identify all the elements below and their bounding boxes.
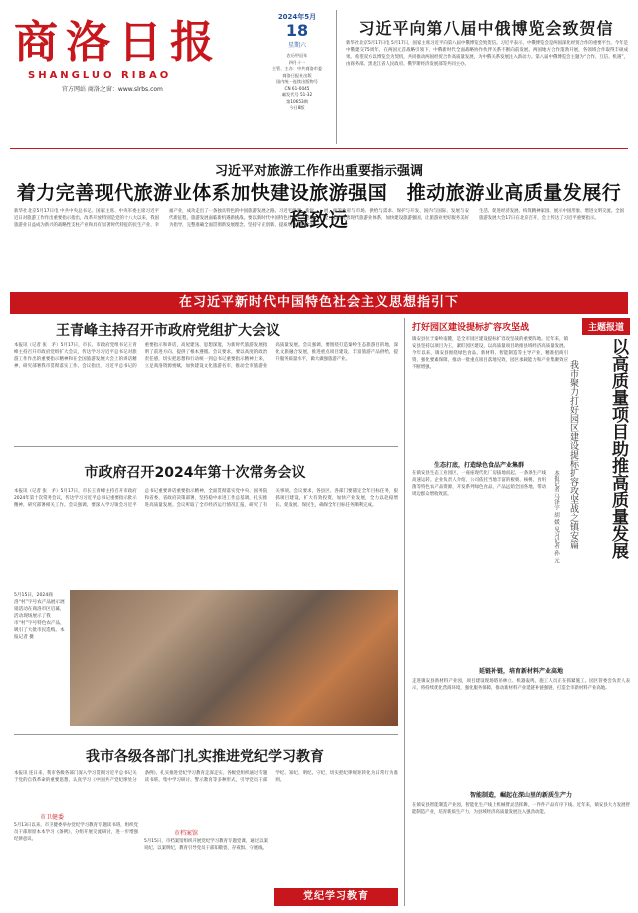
special-column-title: 打好园区建设提标扩容攻坚战 xyxy=(412,323,530,333)
date-year-month: 2024年5月 xyxy=(277,13,317,21)
date-weekday: 星期六 xyxy=(287,42,306,49)
special-body-3: 走进镇安县新材料产业园，项目建设现场塔吊林立、机器轰鸣，施工人员正在抓紧施工。园区管委会负责人表示，将持续优化营商环境，强化服务保障，推动新材料产业延链补链强链，打造全市新材料产业高地。 xyxy=(412,679,630,691)
wang-story-body: 本报讯（记者 张 矛）5月17日，市长、市政府党组书记王青峰主持召开市政府党组扩大会议，传达学习习近平总书记对旅游工作作出的重要指示精神和在全国旅游发展大会上的讲话精神，研究部署我市贯彻落实工作。会议指出，习近平总书记的重要指示和讲话，高屋建瓴、思想深邃，为新时代旅游发展指明了前进方向、提供了根本遵循。会议要求，要以高度的政治责任感，切实把思想和行动统一到总书记重要指示精神上来，立足商洛资源禀赋，加快建设文化旅游名市，推动全市旅游业高质量发展。会议强调，要围绕打造秦岭生态旅游目的地，深化文旅融合发展，推进重点项目建设，丰富旅游产品供给，提升服务质量水平，做大做强旅游产业。 xyxy=(14,343,398,369)
story-divider xyxy=(14,446,398,447)
study-story-body: 本报讯 连日来，我市各级各部门深入学习贯彻习近平总书记关于党的自我革命的重要思想，认真学习《中国共产党纪律处分条例》，扎实推进党纪学习教育走深走实。各级党组织通过专题读书班、集中学习研讨、警示教育等多种形式，引导党员干部学纪、知纪、明纪、守纪，切实把纪律规矩转化为日常行为准则。 xyxy=(14,771,398,783)
date-day: 18 xyxy=(285,21,309,40)
date-line: CN 61-0045 xyxy=(284,85,310,91)
section-banner: 在习近平新时代中国特色社会主义思想指引下 xyxy=(10,292,628,314)
date-line: 农历甲辰年 xyxy=(286,53,308,58)
column-divider xyxy=(404,318,405,906)
special-section-heading: 生态打底，打造绿色食品产业集群 xyxy=(433,462,524,469)
date-line: 今日8版 xyxy=(289,105,305,110)
top-story-headline[interactable]: 习近平向第八届中俄博览会致贺信 xyxy=(358,19,614,38)
masthead-pinyin: SHANGLUO RIBAO xyxy=(28,70,172,81)
date-line: 邮发代号 51-32 xyxy=(281,92,313,97)
top-story-body: 新华社北京5月17日电 5月17日，国家主席习近平向第八届中俄博览会致贺信。习近平表示，中俄博览会是两国深化经贸合作的重要平台。今年是中俄建交75周年，在两国元首战略引领下，中俄新时代全面战略协作伙伴关系不断向前发展。两国地方合作蓬勃开展，各领域合作取得丰硕成果。希望双方以博览会为契机，共同推动两国经贸合作高质量发展，为中俄关系发展注入新动力。第八届中俄博览会主题为“合作、互信、机遇”，由商务部、黑龙江省人民政府、俄罗斯经济发展部等共同主办。 xyxy=(346,41,628,67)
header-rule xyxy=(10,148,628,149)
lead-story-body: 新华社北京5月17日电 中共中央总书记、国家主席、中央军委主席习近平近日对旅游工作作出重要指示指出，改革开放特别是党的十八大以来，我国旅游业日益成为新兴的战略性支柱产业和具有显著时代特征的民生产业、幸福产业，成功走出了一条独具特色的中国旅游发展之路。习近平强调，新时代新征程，旅游发展面临新机遇新挑战。要以新时代中国特色社会主义思想为指导，完整准确全面贯彻新发展理念，坚持守正创新、提质增效、融合发展，统筹政府与市场、供给与需求、保护与开发、国内与国际、发展与安全，着力完善现代旅游业体系，加快建设旅游强国，让旅游业更好服务美好生活、促进经济发展、构筑精神家园、展示中国形象、增进文明交流。全国旅游发展大会17日在北京召开，会上传达了习近平重要指示。 xyxy=(14,209,624,228)
market-photo[interactable] xyxy=(70,590,398,726)
special-vertical-title[interactable]: 以高质量项目助推高质量发展 xyxy=(608,338,628,559)
study-sub-body: 5月15日，市档案馆组织开展党纪学习教育专题党课，通过以案说纪、以案明纪，教育引导党员干部知敬畏、存戒惧、守底线。 xyxy=(144,839,268,851)
special-body-2: 在镇安县生态工业园区，一座座现代化厂房拔地而起，一条条生产线高速运转。企业负责人介绍，公司依托当地丰富的板栗、核桃、食用菌等特色农产品资源，开发系列绿色食品，产品远销全国各地，带动周边群众增收致富。 xyxy=(412,471,546,497)
masthead-divider xyxy=(336,10,337,144)
masthead-logo: 商洛日报 xyxy=(14,17,222,68)
date-line: 商洛日报社出版 xyxy=(282,72,312,78)
story-divider xyxy=(14,734,398,735)
special-section-heading: 延链补链，培育新材料产业高地 xyxy=(478,668,563,675)
special-section-heading: 智能制造，崛起在深山里的新质生产力 xyxy=(469,792,572,799)
date-line: 第10653期 xyxy=(286,98,308,104)
meeting-headline[interactable]: 市政府召开2024年第十次常务会议 xyxy=(84,465,306,481)
special-byline: 本报记者 马泽宇 胡 媛 见习记者 孙 元 xyxy=(553,470,559,563)
date-line: 主管、主办：中共商洛市委 xyxy=(271,66,323,71)
date-line: 四月十一 xyxy=(288,59,306,65)
photo-caption: 5月15日，2024商洛“村”字号农产品展示展销活动在商洛市区启幕，活动现场展示了我市“村”字号特色农产品，吸引了大批市民选购。本报记者 摄 xyxy=(14,593,65,640)
special-body-1: 镇安县位于秦岭南麓，是全市园区建设提标扩容攻坚战的重要阵地。近年来，镇安县坚持以项目为王，紧盯园区建设，以高质量项目助推县域经济高质量发展。今年以来，镇安县围绕绿色食品、新材料、智能制造等主导产业，精准招商引资，强化要素保障，推动一批重点项目落地见效，园区承载能力和产业集聚效应不断增强。 xyxy=(412,337,568,370)
wang-headline[interactable]: 王青峰主持召开市政府党组扩大会议 xyxy=(56,323,280,339)
date-box xyxy=(262,12,332,112)
official-website[interactable]: 官方网站 商洛之窗：www.slrbs.com xyxy=(62,86,163,93)
study-sub-tag: 市卫健委 xyxy=(40,814,65,821)
study-footer-banner: 党纪学习教育 xyxy=(274,888,398,906)
special-body-4: 在镇安县智能制造产业园，智能化生产线上机械臂灵活挥舞，一件件产品有序下线。近年来，镇安县大力发展智能制造产业，培育新质生产力，为县域经济高质量发展注入强劲动能。 xyxy=(412,803,630,815)
study-sub-body: 5月13日以来，市卫健委举办党纪学习教育专题读书班，组织党员干部原原本本学习《条例》，分组开展交流研讨，进一步增强纪律意识。 xyxy=(14,823,138,842)
lead-kicker: 习近平对旅游工作作出重要指示强调 xyxy=(214,164,423,179)
special-vertical-sub: 我市聚力打好园区建设提标扩容攻坚战之镇安篇 xyxy=(568,360,578,549)
study-sub-tag: 市档案馆 xyxy=(174,830,199,837)
date-line: 国内统一连续出版物号 xyxy=(276,79,318,84)
special-tag: 主题报道 xyxy=(582,318,630,335)
lead-headline[interactable]: 着力完善现代旅游业体系加快建设旅游强国 推动旅游业高质量发展行稳致远 xyxy=(16,182,622,231)
meeting-story-body: 本报讯（记者 张 矛）5月17日，市长王青峰主持召开市政府2024年第十次常务会议，传达学习习近平总书记重要指示批示精神，研究部署相关工作。会议强调，要深入学习领会习近平总书记重要讲话重要指示精神，全面贯彻落实党中央、国务院和省委、省政府决策部署，坚持稳中求进工作总基调，扎实推进高质量发展。会议听取了全市经济运行情况汇报，研究了有关事项。会议要求，各县区、各部门要锚定全年目标任务，狠抓项目建设，扩大有效投资，加快产业发展，全力以赴稳增长、促发展、保民生，确保全年目标任务顺利完成。 xyxy=(14,489,398,508)
study-headline[interactable]: 我市各级各部门扎实推进党纪学习教育 xyxy=(86,749,324,765)
